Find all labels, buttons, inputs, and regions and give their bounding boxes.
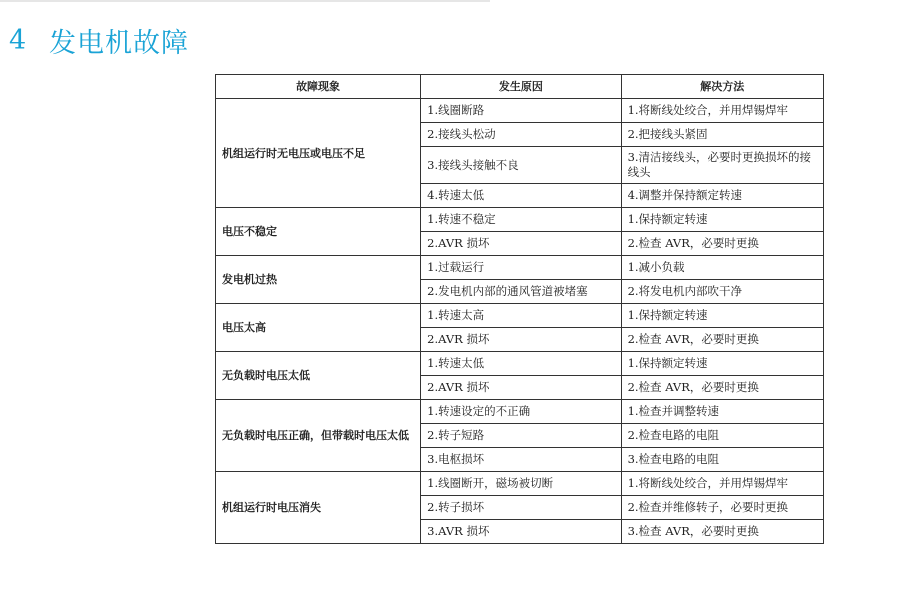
solution-cell: 2.将发电机内部吹干净: [621, 280, 823, 304]
table-row: [216, 472, 824, 496]
symptom-cell: 无负载时电压太低: [216, 352, 421, 400]
symptom-cell: 电压太高: [216, 304, 421, 352]
table-row: [216, 352, 824, 376]
solution-cell: 1.保持额定转速: [621, 352, 823, 376]
cause-cell: 2.AVR 损坏: [421, 328, 621, 352]
table-row: [216, 208, 824, 232]
cause-cell: 1.转速设定的不正确: [421, 400, 621, 424]
table-body: [216, 99, 824, 544]
solution-cell: 1.保持额定转速: [621, 208, 823, 232]
solution-cell: 3.清洁接线头，必要时更换损坏的接线头: [621, 147, 823, 184]
solution-cell: 2.检查 AVR，必要时更换: [621, 232, 823, 256]
solution-cell: 1.检查并调整转速: [621, 400, 823, 424]
solution-cell: 1.将断线处绞合，并用焊锡焊牢: [621, 472, 823, 496]
cause-cell: 2.AVR 损坏: [421, 232, 621, 256]
cause-cell: 3.电枢损坏: [421, 448, 621, 472]
solution-cell: 1.减小负载: [621, 256, 823, 280]
cause-cell: 1.转速太高: [421, 304, 621, 328]
solution-cell: 2.检查并维修转子，必要时更换: [621, 496, 823, 520]
section-number: 4: [9, 24, 28, 56]
table-row: [216, 400, 824, 424]
section-title: 发电机故障: [49, 27, 189, 59]
symptom-cell: 机组运行时电压消失: [216, 472, 421, 544]
solution-cell: 1.保持额定转速: [621, 304, 823, 328]
cause-cell: 2.发电机内部的通风管道被堵塞: [421, 280, 621, 304]
cause-cell: 3.接线头接触不良: [421, 147, 621, 184]
solution-cell: 2.检查 AVR，必要时更换: [621, 328, 823, 352]
solution-cell: 4.调整并保持额定转速: [621, 184, 823, 208]
cause-cell: 1.线圈断路: [421, 99, 621, 123]
solution-cell: 2.把接线头紧固: [621, 123, 823, 147]
table-row: [216, 99, 824, 123]
solution-cell: 1.将断线处绞合，并用焊锡焊牢: [621, 99, 823, 123]
table-row: [216, 304, 824, 328]
solution-cell: 2.检查电路的电阻: [621, 424, 823, 448]
table-header-row: [216, 75, 824, 99]
header-solution: 解决方法: [621, 75, 823, 99]
table-row: [216, 256, 824, 280]
section-heading: [9, 20, 189, 60]
cause-cell: 3.AVR 损坏: [421, 520, 621, 544]
solution-cell: 3.检查电路的电阻: [621, 448, 823, 472]
cause-cell: 1.过载运行: [421, 256, 621, 280]
cause-cell: 2.接线头松动: [421, 123, 621, 147]
cause-cell: 2.AVR 损坏: [421, 376, 621, 400]
cause-cell: 1.线圈断开，磁场被切断: [421, 472, 621, 496]
symptom-cell: 电压不稳定: [216, 208, 421, 256]
symptom-cell: 机组运行时无电压或电压不足: [216, 99, 421, 208]
symptom-cell: 无负载时电压正确，但带载时电压太低: [216, 400, 421, 472]
cause-cell: 1.转速太低: [421, 352, 621, 376]
solution-cell: 3.检查 AVR，必要时更换: [621, 520, 823, 544]
solution-cell: 2.检查 AVR，必要时更换: [621, 376, 823, 400]
cause-cell: 2.转子短路: [421, 424, 621, 448]
cause-cell: 1.转速不稳定: [421, 208, 621, 232]
symptom-cell: 发电机过热: [216, 256, 421, 304]
cause-cell: 2.转子损坏: [421, 496, 621, 520]
header-symptom: 故障现象: [216, 75, 421, 99]
fault-table: [215, 74, 824, 544]
cause-cell: 4.转速太低: [421, 184, 621, 208]
header-cause: 发生原因: [421, 75, 621, 99]
top-divider: [0, 0, 490, 2]
